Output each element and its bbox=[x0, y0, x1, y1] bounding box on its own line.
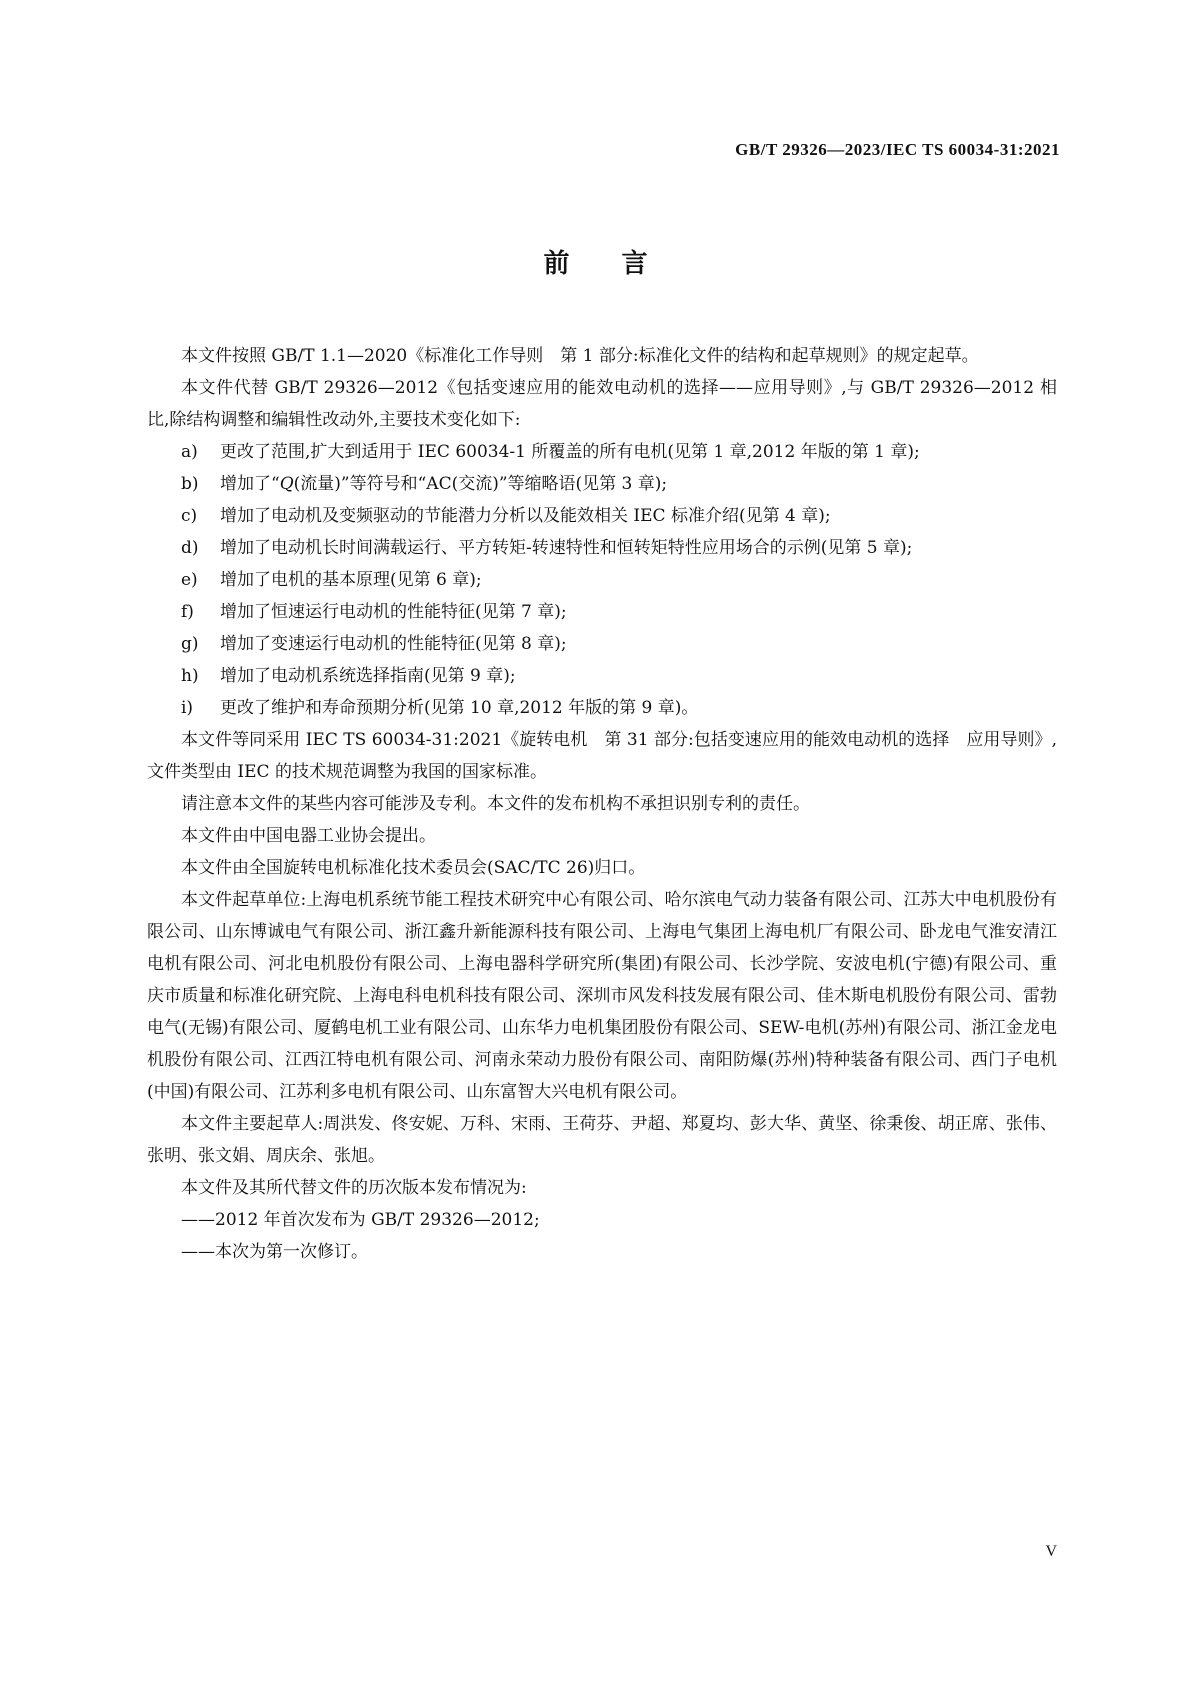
change-item-label: g) bbox=[181, 634, 199, 654]
page-number: V bbox=[1045, 1543, 1057, 1560]
change-item-label: f) bbox=[181, 602, 194, 622]
committee-paragraph: 本文件由全国旋转电机标准化技术委员会(SAC/TC 26)归口。 bbox=[181, 858, 646, 878]
change-item bbox=[147, 628, 1057, 660]
change-item bbox=[147, 564, 1057, 596]
adoption-paragraph: 本文件等同采用 IEC TS 60034-31:2021《旋转电机 第 31 部分:包括变速应用的能效电动机的选择 应用导则》,文件类型由 IEC 的技术规范调整为我国的国家标准。 bbox=[147, 730, 1057, 782]
flow-symbol: Q bbox=[279, 474, 294, 494]
intro-paragraph: 本文件按照 GB/T 1.1—2020《标准化工作导则 第 1 部分:标准化文件的结构和起草规则》的规定起草。 bbox=[181, 346, 979, 366]
change-item-label: i) bbox=[181, 698, 194, 718]
change-item-text: 更改了范围,扩大到适用于 IEC 60034-1 所覆盖的所有电机(见第 1 章,2012 年版的第 1 章); bbox=[220, 442, 920, 462]
change-item bbox=[147, 500, 1057, 532]
change-item-label: d) bbox=[181, 538, 199, 558]
change-item-text: 更改了维护和寿命预期分析(见第 10 章,2012 年版的第 9 章)。 bbox=[220, 698, 699, 718]
change-item-label: a) bbox=[181, 442, 198, 462]
change-item-text: 增加了电动机及变频驱动的节能潜力分析以及能效相关 IEC 标准介绍(见第 4 章); bbox=[220, 506, 831, 526]
change-item-text: 增加了恒速运行电动机的性能特征(见第 7 章); bbox=[220, 602, 567, 622]
change-item bbox=[147, 692, 1057, 724]
change-item-text: (流量)”等符号和“AC(交流)”等缩略语(见第 3 章); bbox=[293, 474, 668, 494]
proposer-paragraph: 本文件由中国电器工业协会提出。 bbox=[181, 826, 436, 846]
change-item-text: 增加了电动机系统选择指南(见第 9 章); bbox=[220, 666, 516, 686]
drafters-paragraph: 本文件主要起草人:周洪发、佟安妮、万科、宋雨、王荷芬、尹超、郑夏均、彭大华、黄坚、徐秉俊、胡正席、张伟、张明、张文娟、周庆余、张旭。 bbox=[147, 1114, 1057, 1166]
change-item-label: b) bbox=[181, 474, 199, 494]
change-item bbox=[147, 532, 1057, 564]
change-item-text: 增加了电动机长时间满载运行、平方转矩-转速特性和恒转矩特性应用场合的示例(见第 5 章); bbox=[220, 538, 913, 558]
change-item bbox=[147, 436, 1057, 468]
page-title: 前言 bbox=[543, 249, 700, 279]
document-body bbox=[147, 340, 1057, 1268]
intro-paragraph: 本文件代替 GB/T 29326—2012《包括变速应用的能效电动机的选择——应用导则》,与 GB/T 29326—2012 相比,除结构调整和编辑性改动外,主要技术变化如下: bbox=[147, 378, 1057, 430]
standard-number-header: GB/T 29326—2023/IEC TS 60034-31:2021 bbox=[735, 140, 1060, 159]
change-item-text: 增加了“ bbox=[220, 474, 280, 494]
drafting-units-paragraph: 本文件起草单位:上海电机系统节能工程技术研究中心有限公司、哈尔滨电气动力装备有限公司、江苏大中电机股份有限公司、山东博诚电气有限公司、浙江鑫升新能源科技有限公司、上海电气集团上海电机厂有限公司、卧龙电气淮安清江电机有限公司、河北电机股份有限公司、上海电器科学研究所(集团)有限公司、长沙学院、安波电机(宁德)有限公司、重庆市质量和标准化研究院、上海电科电机科技有限公司、深圳市风发科技发展有限公司、佳木斯电机股份有限公司、雷勃电气(无锡)有限公司、厦鹤电机工业有限公司、山东华力电机集团股份有限公司、SEW-电机(苏州)有限公司、浙江金龙电机股份有限公司、江西江特电机有限公司、河南永荣动力股份有限公司、南阳防爆(苏州)特种装备有限公司、西门子电机(中国)有限公司、江苏利多电机有限公司、山东富智大兴电机有限公司。 bbox=[147, 890, 1057, 1102]
change-item bbox=[147, 660, 1057, 692]
change-item-label: h) bbox=[181, 666, 199, 686]
change-item bbox=[147, 596, 1057, 628]
patent-notice: 请注意本文件的某些内容可能涉及专利。本文件的发布机构不承担识别专利的责任。 bbox=[181, 794, 810, 814]
history-item: ——2012 年首次发布为 GB/T 29326—2012; bbox=[181, 1210, 540, 1230]
change-item-text: 增加了变速运行电动机的性能特征(见第 8 章); bbox=[220, 634, 567, 654]
change-item bbox=[147, 468, 1057, 500]
change-item-text: 增加了电机的基本原理(见第 6 章); bbox=[220, 570, 482, 590]
history-heading: 本文件及其所代替文件的历次版本发布情况为: bbox=[181, 1178, 527, 1198]
change-item-label: e) bbox=[181, 570, 198, 590]
change-item-label: c) bbox=[181, 506, 198, 526]
history-item: ——本次为第一次修订。 bbox=[181, 1242, 368, 1262]
